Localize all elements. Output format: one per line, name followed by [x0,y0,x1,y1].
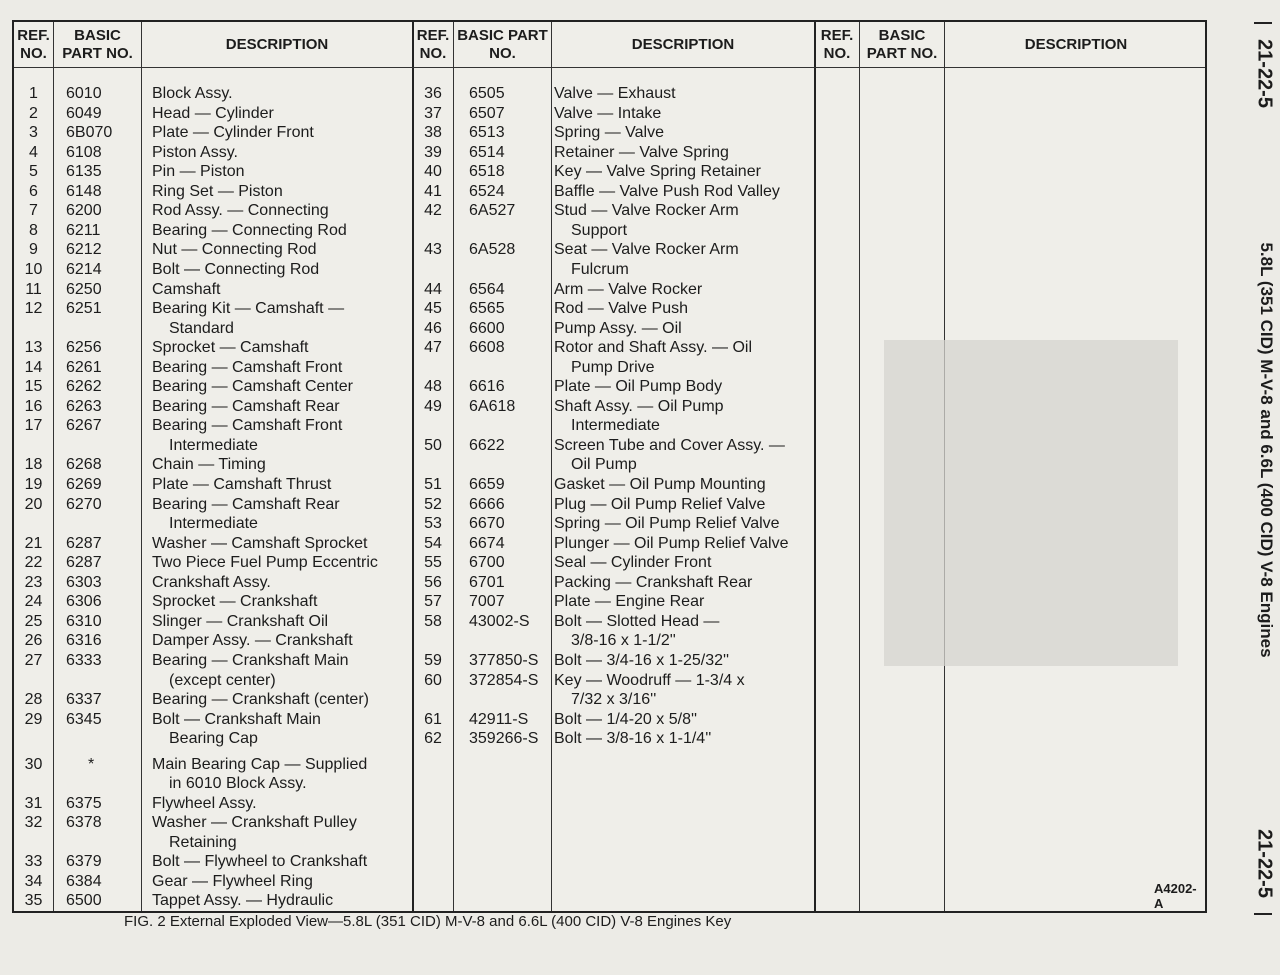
ref-no-cell: 34 [24,872,43,890]
part-no-cell: 6670 [469,515,505,533]
ref-no-cell: 51 [424,476,442,493]
part-no-cell: 6384 [66,872,102,890]
ref-no-cell: 54 [424,534,442,552]
description-cell: Seal — Cylinder Front [554,554,712,572]
description-cell: Pump Assy. — Oil [554,319,682,337]
part-no-cell: 6564 [469,280,505,298]
part-no-cell: 6345 [66,710,102,728]
side-page-number-top: 21-22-5 [1253,39,1276,108]
part-no-cell: 6263 [66,397,102,415]
description-cell: Plate — Camshaft Thrust [152,476,332,493]
description-cell: Bolt — 3/4-16 x 1-25/32'' [554,651,730,669]
ref-no-cell: 3 [29,124,38,142]
ref-no-cell: 9 [29,241,38,259]
ref-no-cell: 4 [29,143,38,161]
ref-no-cell: 50 [424,436,442,454]
ref-no-cell: 37 [424,104,442,122]
ref-no-cell: 18 [24,456,43,474]
description-cell: Head — Cylinder [152,104,274,122]
description-cell: Bolt — Crankshaft Main [152,710,321,728]
ref-no-cell: 27 [24,651,43,669]
header-ref-no-1: REF. NO. [17,26,50,62]
ref-no-cell: 1 [29,85,38,102]
side-page-number-bottom: 21-22-5 [1253,829,1276,898]
ref-no-cell: 62 [424,730,442,748]
ref-no-cell: 42 [424,202,442,220]
description-cell: Block Assy. [152,85,233,102]
part-no-cell: 6507 [469,104,505,122]
ref-no-cell: 56 [424,573,442,591]
part-no-cell: 6148 [66,182,102,200]
ref-no-cell: 44 [424,280,442,298]
header-description-2: DESCRIPTION [631,35,735,53]
part-no-cell: 6251 [66,300,102,318]
ref-no-cell: 55 [424,554,442,572]
description-cell: Nut — Connecting Rod [152,241,317,259]
ref-no-cell: 38 [424,124,442,142]
description-continuation: 7/32 x 3/16'' [571,691,657,709]
ref-no-cell: 8 [29,221,38,239]
description-cell: Valve — Intake [554,104,662,122]
part-no-cell: 6333 [66,651,102,669]
description-cell: Key — Valve Spring Retainer [554,163,761,181]
description-cell: Slinger — Crankshaft Oil [152,612,329,630]
ref-no-cell: 24 [24,593,43,611]
part-no-cell: 6214 [66,260,102,278]
part-no-cell: 43002-S [469,612,530,630]
ref-no-cell: 36 [424,85,442,102]
description-cell: Retainer — Valve Spring [554,143,729,161]
ref-no-cell: 7 [29,202,38,220]
part-no-cell: 372854-S [469,671,539,689]
description-cell: Rotor and Shaft Assy. — Oil [554,339,753,357]
ref-no-cell: 45 [424,300,442,318]
description-cell: Washer — Crankshaft Pulley [152,814,357,832]
description-cell: Plug — Oil Pump Relief Valve [554,495,766,513]
description-cell: Stud — Valve Rocker Arm [554,202,739,220]
part-no-cell: 6337 [66,691,102,709]
ref-no-cell: 59 [424,651,442,669]
description-cell: Shaft Assy. — Oil Pump [554,397,724,415]
part-no-cell: 6212 [66,241,102,259]
part-no-cell: 6378 [66,814,102,832]
part-no-cell: 6379 [66,853,102,871]
description-cell: Flywheel Assy. [152,794,257,812]
ref-no-cell: 25 [24,612,43,630]
part-no-cell: 6250 [66,280,102,298]
part-no-cell: 6600 [469,319,505,337]
ref-no-cell: 6 [29,182,38,200]
description-cell: Rod Assy. — Connecting [152,202,329,220]
description-cell: Bolt — 1/4-20 x 5/8'' [554,710,698,728]
part-no-cell: 6211 [66,221,101,239]
part-no-cell: 6A528 [469,241,516,259]
description-continuation: Intermediate [571,417,660,435]
part-no-cell: 6316 [66,632,102,650]
ref-no-cell: 28 [24,691,43,709]
ref-no-cell: 60 [424,671,442,689]
description-cell: Damper Assy. — Crankshaft [152,632,353,650]
description-cell: Bearing — Crankshaft (center) [152,691,369,709]
description-cell: Packing — Crankshaft Rear [554,573,753,591]
ref-no-cell: 16 [24,397,43,415]
part-no-cell: 6262 [66,378,102,396]
ref-no-cell: 20 [24,495,43,513]
part-no-cell: 6505 [469,85,505,102]
ref-no-cell: 57 [424,593,442,611]
header-basic-part-no-3: BASIC PART NO. [866,26,938,62]
description-cell: Plate — Engine Rear [554,593,705,611]
ref-no-cell: 47 [424,339,442,357]
part-no-cell: 6269 [66,476,102,493]
ref-no-cell: 43 [424,241,442,259]
part-no-cell: 377850-S [469,651,539,669]
ref-no-cell: 58 [424,612,442,630]
ref-no-cell: 11 [25,280,42,298]
description-cell: Camshaft [152,280,221,298]
blank-image-area [884,340,1178,666]
ref-no-cell: 26 [24,632,43,650]
description-cell: Plate — Oil Pump Body [554,378,723,396]
header-ref-no-2: REF. NO. [416,26,450,62]
description-cell: Crankshaft Assy. [152,573,271,591]
description-cell: Spring — Valve [554,124,664,142]
part-no-cell: 42911-S [469,710,529,728]
ref-no-cell: 12 [24,300,43,318]
ref-no-cell: 10 [24,260,43,278]
part-no-cell: 6261 [66,358,102,376]
description-cell: Screen Tube and Cover Assy. — [554,436,785,454]
ref-no-cell: 5 [29,163,38,181]
part-no-cell: 6674 [469,534,505,552]
figure-caption: FIG. 2 External Exploded View—5.8L (351 CID) M-V-8 and 6.6L (400 CID) V-8 Engines Key [124,913,732,930]
part-no-cell: 6608 [469,339,505,357]
header-description-3: DESCRIPTION [1024,35,1128,53]
description-cell: Gear — Flywheel Ring [152,872,313,890]
part-no-cell: 6616 [469,378,505,396]
part-no-cell: 6565 [469,300,505,318]
side-rule-bottom [1254,913,1272,919]
side-title: 5.8L (351 CID) M-V-8 and 6.6L (400 CID) V-8 Engines [1257,242,1276,658]
part-no-cell: 7007 [469,593,505,611]
part-no-cell: 6518 [469,163,505,181]
description-cell: Spring — Oil Pump Relief Valve [554,515,780,533]
description-cell: Bolt — Slotted Head — [554,612,720,630]
part-no-cell: 6303 [66,573,102,591]
description-cell: Bolt — Flywheel to Crankshaft [152,853,368,871]
part-no-cell: 6622 [469,436,505,454]
part-no-cell: 359266-S [469,730,539,748]
part-no-cell: * [88,755,95,773]
description-cell: Plate — Cylinder Front [152,124,314,142]
part-no-cell: 6701 [469,573,505,591]
description-cell: Bearing — Camshaft Center [152,378,353,396]
ref-no-cell: 48 [424,378,442,396]
part-no-cell: 6524 [469,182,505,200]
part-no-cell: 6287 [66,554,102,572]
part-no-cell: 6666 [469,495,505,513]
description-cell: Bolt — 3/8-16 x 1-1/4'' [554,730,712,748]
ref-no-cell: 61 [424,710,442,728]
description-cell: Two Piece Fuel Pump Eccentric [152,554,378,572]
part-no-cell: 6659 [469,476,505,493]
description-cell: Rod — Valve Push [554,300,688,318]
description-cell: Bearing — Camshaft Rear [152,495,340,513]
description-continuation: 3/8-16 x 1-1/2'' [571,632,676,650]
description-cell: Gasket — Oil Pump Mounting [554,476,766,493]
ref-no-cell: 30 [24,755,43,773]
ref-no-cell: 40 [424,163,442,181]
ref-no-cell: 52 [424,495,442,513]
description-cell: Plunger — Oil Pump Relief Valve [554,534,789,552]
description-cell: Bearing — Camshaft Rear [152,397,340,415]
ref-no-cell: 29 [24,710,43,728]
header-basic-part-no-2: BASIC PART NO. [457,26,548,62]
description-cell: Tappet Assy. — Hydraulic [152,892,334,910]
ref-no-cell: 2 [29,104,38,122]
ref-no-cell: 13 [24,339,43,357]
ref-no-cell: 33 [24,853,43,871]
part-no-cell: 6310 [66,612,102,630]
ref-no-cell: 21 [24,534,43,552]
part-no-cell: 6268 [66,456,102,474]
description-cell: Sprocket — Camshaft [152,339,309,357]
description-cell: Bearing — Crankshaft Main [152,651,349,669]
description-cell: Bearing — Camshaft Front [152,417,343,435]
part-no-cell: 6135 [66,163,102,181]
part-no-cell: 6375 [66,794,102,812]
ref-no-cell: 35 [24,892,43,910]
description-continuation: (except center) [169,671,276,689]
description-continuation: in 6010 Block Assy. [169,775,307,793]
ref-no-cell: 22 [24,554,43,572]
part-no-cell: 6A527 [469,202,516,220]
ref-no-cell: 15 [24,378,43,396]
part-no-cell: 6513 [469,124,505,142]
description-cell: Piston Assy. [152,143,238,161]
description-cell: Main Bearing Cap — Supplied [152,755,368,773]
ref-no-cell: 53 [424,515,442,533]
ref-no-cell: 19 [24,476,43,493]
parts-table [12,20,1207,913]
ref-no-cell: 41 [424,182,442,200]
part-no-cell: 6700 [469,554,505,572]
description-cell: Valve — Exhaust [554,85,676,102]
description-continuation: Bearing Cap [169,730,258,748]
description-continuation: Pump Drive [571,358,655,376]
ref-no-cell: 49 [424,397,442,415]
description-cell: Seat — Valve Rocker Arm [554,241,739,259]
description-continuation: Retaining [169,833,237,851]
description-continuation: Standard [169,319,234,337]
description-cell: Bearing Kit — Camshaft — [152,300,345,318]
part-no-cell: 6270 [66,495,102,513]
description-continuation: Support [571,221,628,239]
header-description-1: DESCRIPTION [225,35,329,53]
description-continuation: Intermediate [169,515,258,533]
side-rule-top [1254,22,1272,28]
part-no-cell: 6B070 [66,124,113,142]
header-ref-no-3: REF. NO. [820,26,854,62]
part-no-cell: 6256 [66,339,102,357]
description-continuation: Intermediate [169,436,258,454]
part-no-cell: 6267 [66,417,102,435]
description-continuation: Oil Pump [571,456,637,474]
description-cell: Sprocket — Crankshaft [152,593,318,611]
part-no-cell: 6514 [469,143,505,161]
description-cell: Baffle — Valve Push Rod Valley [554,182,780,200]
description-cell: Washer — Camshaft Sprocket [152,534,368,552]
description-cell: Bearing — Camshaft Front [152,358,343,376]
description-cell: Bolt — Connecting Rod [152,260,320,278]
part-no-cell: 6500 [66,892,102,910]
part-no-cell: 6049 [66,104,102,122]
part-no-cell: 6200 [66,202,102,220]
description-cell: Chain — Timing [152,456,266,474]
description-cell: Bearing — Connecting Rod [152,221,347,239]
figure-code: A4202-A [1154,881,1197,911]
ref-no-cell: 46 [424,319,442,337]
description-continuation: Fulcrum [571,260,629,278]
part-no-cell: 6287 [66,534,102,552]
ref-no-cell: 23 [24,573,43,591]
description-cell: Arm — Valve Rocker [554,280,703,298]
part-no-cell: 6306 [66,593,102,611]
ref-no-cell: 14 [24,358,43,376]
description-cell: Pin — Piston [152,163,245,181]
ref-no-cell: 31 [24,794,43,812]
ref-no-cell: 39 [424,143,442,161]
header-basic-part-no-1: BASIC PART NO. [62,26,133,62]
part-no-cell: 6010 [66,85,102,102]
description-cell: Ring Set — Piston [152,182,283,200]
part-no-cell: 6A618 [469,397,516,415]
description-cell: Key — Woodruff — 1-3/4 x [554,671,745,689]
ref-no-cell: 32 [24,814,43,832]
part-no-cell: 6108 [66,143,102,161]
ref-no-cell: 17 [24,417,43,435]
